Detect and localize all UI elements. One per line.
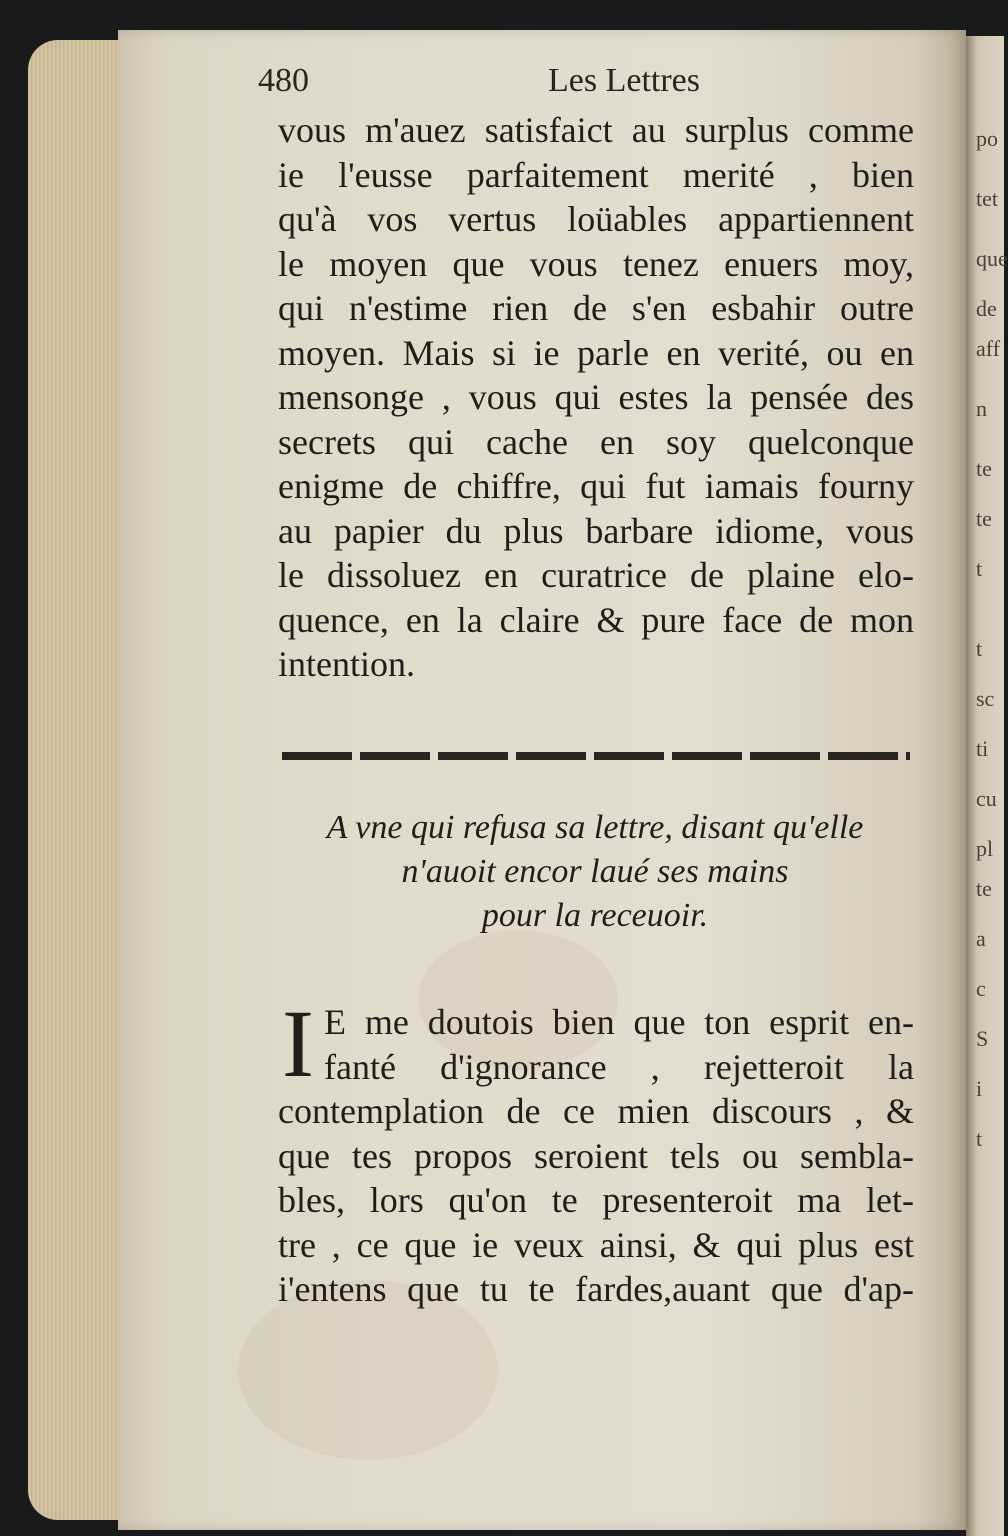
text-line: fanté d'ignorance , rejetteroit la [324, 1046, 914, 1087]
facing-fragment: t [976, 1126, 983, 1151]
facing-fragment: te [976, 456, 992, 481]
text-line: qu'à vos vertus loüables appartiennent [278, 199, 914, 239]
text-line: au papier du plus barbare idiome, vous [278, 510, 914, 551]
facing-fragment: i [976, 1076, 983, 1101]
heading-line: A vne qui refusa sa lettre, disant qu'elle [326, 809, 864, 846]
facing-fragment: a [976, 926, 986, 951]
facing-fragment: ti [976, 736, 989, 761]
facing-fragment: sc [976, 686, 995, 711]
facing-fragment: de [976, 296, 997, 321]
facing-fragment: cu [976, 786, 997, 811]
text-line: bles, lors qu'on te presenteroit ma let- [278, 1180, 914, 1220]
text-line: intention. [278, 644, 415, 684]
text-line: le dissoluez en curatrice de plaine elo- [278, 555, 914, 595]
text-line: quence, en la claire & pure face de mon [278, 599, 914, 640]
text-line: ie l'eusse parfaitement merité , bien [278, 154, 914, 195]
facing-fragment: te [976, 876, 992, 901]
page-header [258, 62, 918, 110]
letter-paragraph-1 [278, 108, 914, 687]
facing-fragment: po [976, 126, 998, 151]
drop-cap: I [282, 990, 314, 1097]
facing-fragment: aff [976, 336, 1001, 361]
heading-line: pour la receuoir. [481, 897, 709, 934]
facing-fragment: tet [976, 186, 998, 211]
facing-fragment: t [976, 556, 983, 581]
text-line: enigme de chiffre, qui fut iamais fourny [278, 466, 914, 506]
facing-fragment: pl [976, 836, 994, 861]
text-line: le moyen que vous tenez enuers moy, [278, 243, 914, 284]
text-line: que tes propos seroient tels ou sembla- [278, 1135, 914, 1176]
text-line: mensonge , vous qui estes la pensée des [278, 377, 914, 417]
facing-page-edge [966, 36, 1008, 1536]
text-line: qui n'estime rien de s'en esbahir outre [278, 288, 914, 328]
text-line: secrets qui cache en soy quelconque [278, 421, 914, 462]
facing-fragment: que [976, 246, 1008, 271]
facing-fragment: n [976, 396, 987, 421]
text-line: tre , ce que ie veux ainsi, & qui plus est [278, 1224, 914, 1265]
text-line: moyen. Mais si ie parle en verité, ou en [278, 332, 914, 373]
text-line: E me doutois bien que ton esprit en- [324, 1002, 914, 1042]
letter-paragraph-2 [278, 990, 914, 1312]
letter-heading [280, 806, 910, 938]
facing-fragment: te [976, 506, 992, 531]
text-line: vous m'auez satisfaict au surplus comme [278, 110, 914, 150]
running-title: Les Lettres [548, 62, 700, 99]
section-rule [282, 752, 910, 760]
facing-fragment: t [976, 636, 983, 661]
text-line: i'entens que tu te fardes,auant que d'ap- [278, 1269, 914, 1309]
heading-line: n'auoit encor laué ses mains [401, 853, 789, 890]
text-line: contemplation de ce mien discours , & [278, 1091, 914, 1131]
page-number: 480 [258, 62, 309, 99]
facing-fragment: S [976, 1026, 989, 1051]
facing-fragment: c [976, 976, 986, 1001]
